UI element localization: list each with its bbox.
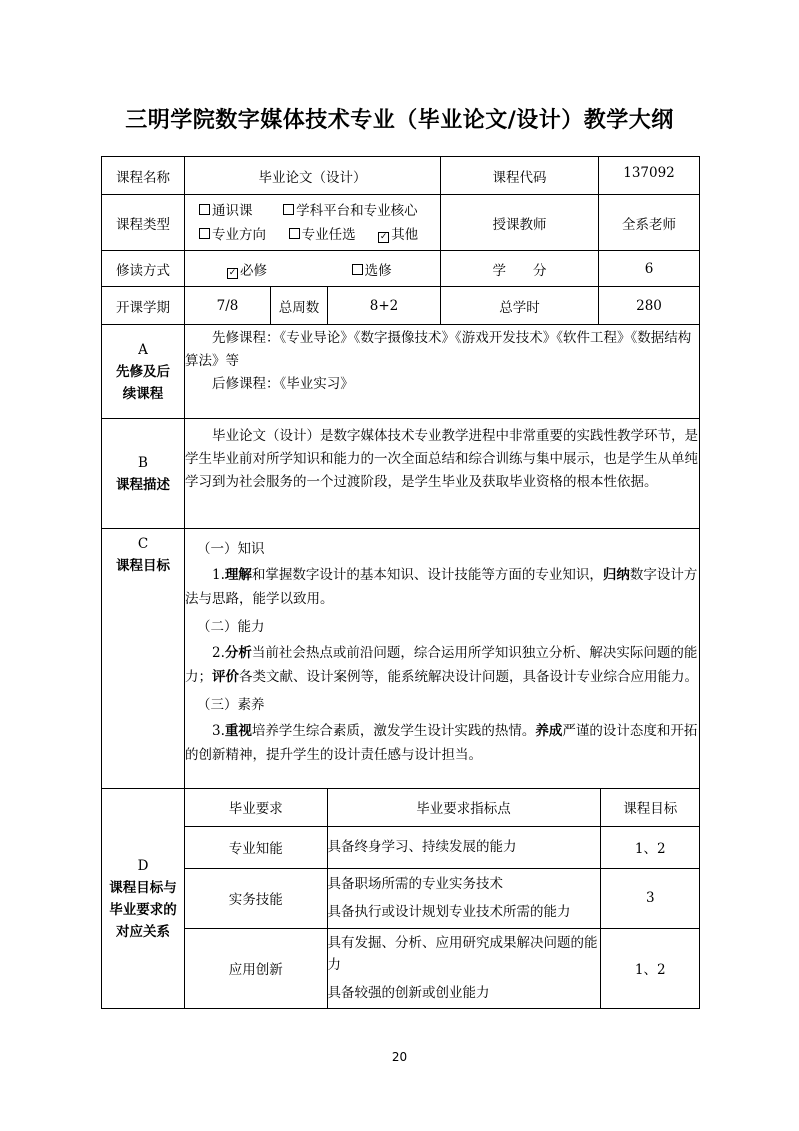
credit-value: 6 (599, 251, 700, 287)
syllabus-table (101, 156, 700, 1009)
course-type-options (185, 195, 441, 251)
row-section-b (102, 419, 700, 529)
teacher-label: 授课教师 (441, 195, 599, 251)
requirement-name: 实务技能 (185, 868, 327, 928)
weeks-value: 8+2 (328, 287, 441, 325)
hours-value: 280 (599, 287, 700, 325)
section-d-content (185, 789, 700, 1009)
mapping-table (185, 789, 700, 1008)
mapping-header-row (185, 789, 700, 826)
course-type-label: 课程类型 (102, 195, 185, 251)
followup-courses: 后修课程：《毕业实习》 (212, 376, 354, 392)
course-name-value: 毕业论文（设计） (185, 157, 441, 195)
ability-goal: 2.分析当前社会热点或前沿问题，综合运用所学知识独立分析、解决实际问题的能力；评价各类文献、设计案例等，能系统解决设计问题，具备设计专业综合应用能力。 (185, 645, 698, 685)
section-c-content (185, 529, 700, 789)
checkbox-checked-icon: ✓ (379, 231, 388, 242)
course-goal-ref: 1、2 (600, 928, 700, 1008)
mode-option-required[interactable]: ✓ 必修 (228, 262, 267, 279)
section-a-letter: A (138, 341, 148, 358)
requirement-points: 具有发掘、分析、应用研究成果解决问题的能力 具备较强的创新或创业能力 (327, 928, 600, 1008)
teacher-value: 全系老师 (599, 195, 700, 251)
course-code-label: 课程代码 (441, 157, 599, 195)
row-study-mode (102, 251, 700, 287)
row-semester (102, 287, 700, 325)
weeks-label: 总周数 (271, 287, 328, 325)
requirement-name: 应用创新 (185, 928, 327, 1008)
course-code-value: 137092 (599, 157, 700, 195)
section-d-title-3: 对应关系 (116, 923, 170, 940)
section-a-title: 先修及后续课程 (116, 363, 170, 402)
requirement-points: 具备职场所需的专业实务技术 具备执行或设计规划专业技术所需的能力 (327, 868, 600, 928)
checkbox-icon (283, 204, 294, 215)
checkbox-icon (289, 228, 300, 239)
header-course-goal: 课程目标 (600, 789, 700, 826)
checkbox-checked-icon: ✓ (228, 267, 237, 278)
section-c-title: 课程目标 (116, 558, 170, 574)
section-a-content (185, 325, 700, 419)
hours-label: 总学时 (441, 287, 599, 325)
row-section-c (102, 529, 700, 789)
section-d-title-1: 课程目标与 (109, 879, 177, 896)
mapping-row (185, 928, 700, 1008)
header-indicator: 毕业要求指标点 (327, 789, 600, 826)
type-option-other[interactable]: ✓ 其他 (379, 226, 419, 243)
type-option-elective[interactable]: 专业任选 (289, 227, 356, 243)
knowledge-goal: 1.理解和掌握数字设计的基本知识、设计技能等方面的专业知识，归纳数字设计方法与思路，能学以致用。 (185, 567, 698, 607)
mode-option-elective[interactable]: 选修 (352, 263, 392, 279)
requirement-name: 专业知能 (185, 826, 327, 868)
quality-goal: 3.重视培养学生综合素质，激发学生设计实践的热情。养成严谨的设计态度和开拓的创新精神，提升学生的设计责任感与设计担当。 (185, 723, 698, 763)
section-d-title-2: 毕业要求的 (109, 901, 177, 918)
row-course-type (102, 195, 700, 251)
section-c-heading (102, 529, 185, 789)
section-d-heading (102, 789, 185, 1009)
header-requirement: 毕业要求 (185, 789, 327, 826)
credit-label: 学 分 (441, 251, 599, 287)
checkbox-icon (352, 264, 363, 275)
document-title: 三明学院数字媒体技术专业（毕业论文/设计）教学大纲 (125, 108, 674, 133)
checkbox-icon (199, 228, 210, 239)
quality-heading: （三）素养 (197, 697, 265, 713)
ability-heading: （二）能力 (197, 619, 265, 635)
section-b-title: 课程描述 (116, 476, 170, 493)
section-c-letter: C (137, 536, 149, 552)
checkbox-icon (199, 204, 210, 215)
section-d-letter: D (137, 857, 149, 874)
section-b-heading (102, 419, 185, 529)
course-goal-ref: 1、2 (600, 826, 700, 868)
study-mode-options (185, 251, 441, 287)
type-option-direction[interactable]: 专业方向 (199, 227, 266, 243)
course-goal-ref: 3 (600, 868, 700, 928)
semester-label: 开课学期 (102, 287, 185, 325)
section-b-content (185, 419, 700, 529)
semester-value: 7/8 (185, 287, 271, 325)
section-b-letter: B (138, 454, 148, 471)
row-section-d (102, 789, 700, 1009)
requirement-points: 具备终身学习、持续发展的能力 (327, 826, 600, 868)
study-mode-label: 修读方式 (102, 251, 185, 287)
mapping-row (185, 868, 700, 928)
section-a-heading (102, 325, 185, 419)
course-name-label: 课程名称 (102, 157, 185, 195)
row-course-name (102, 157, 700, 195)
mapping-row (185, 826, 700, 868)
type-option-general[interactable]: 通识课 (199, 203, 253, 219)
page-number: 20 (391, 1050, 408, 1064)
row-section-a (102, 325, 700, 419)
knowledge-heading: （一）知识 (197, 541, 265, 557)
type-option-core[interactable]: 学科平台和专业核心 (283, 203, 418, 219)
course-description: 毕业论文（设计）是数字媒体技术专业教学进程中非常重要的实践性教学环节，是学生毕业前对所学知识和能力的一次全面总结和综合训练与集中展示，也是学生从单纯学习到为社会服务的一个过渡阶段，是学生毕业及获取毕业资格的根本性依据。 (185, 428, 698, 490)
prereq-courses: 先修课程：《专业导论》《数字摄像技术》《游戏开发技术》《软件工程》《数据结构算法》等 (185, 330, 692, 369)
